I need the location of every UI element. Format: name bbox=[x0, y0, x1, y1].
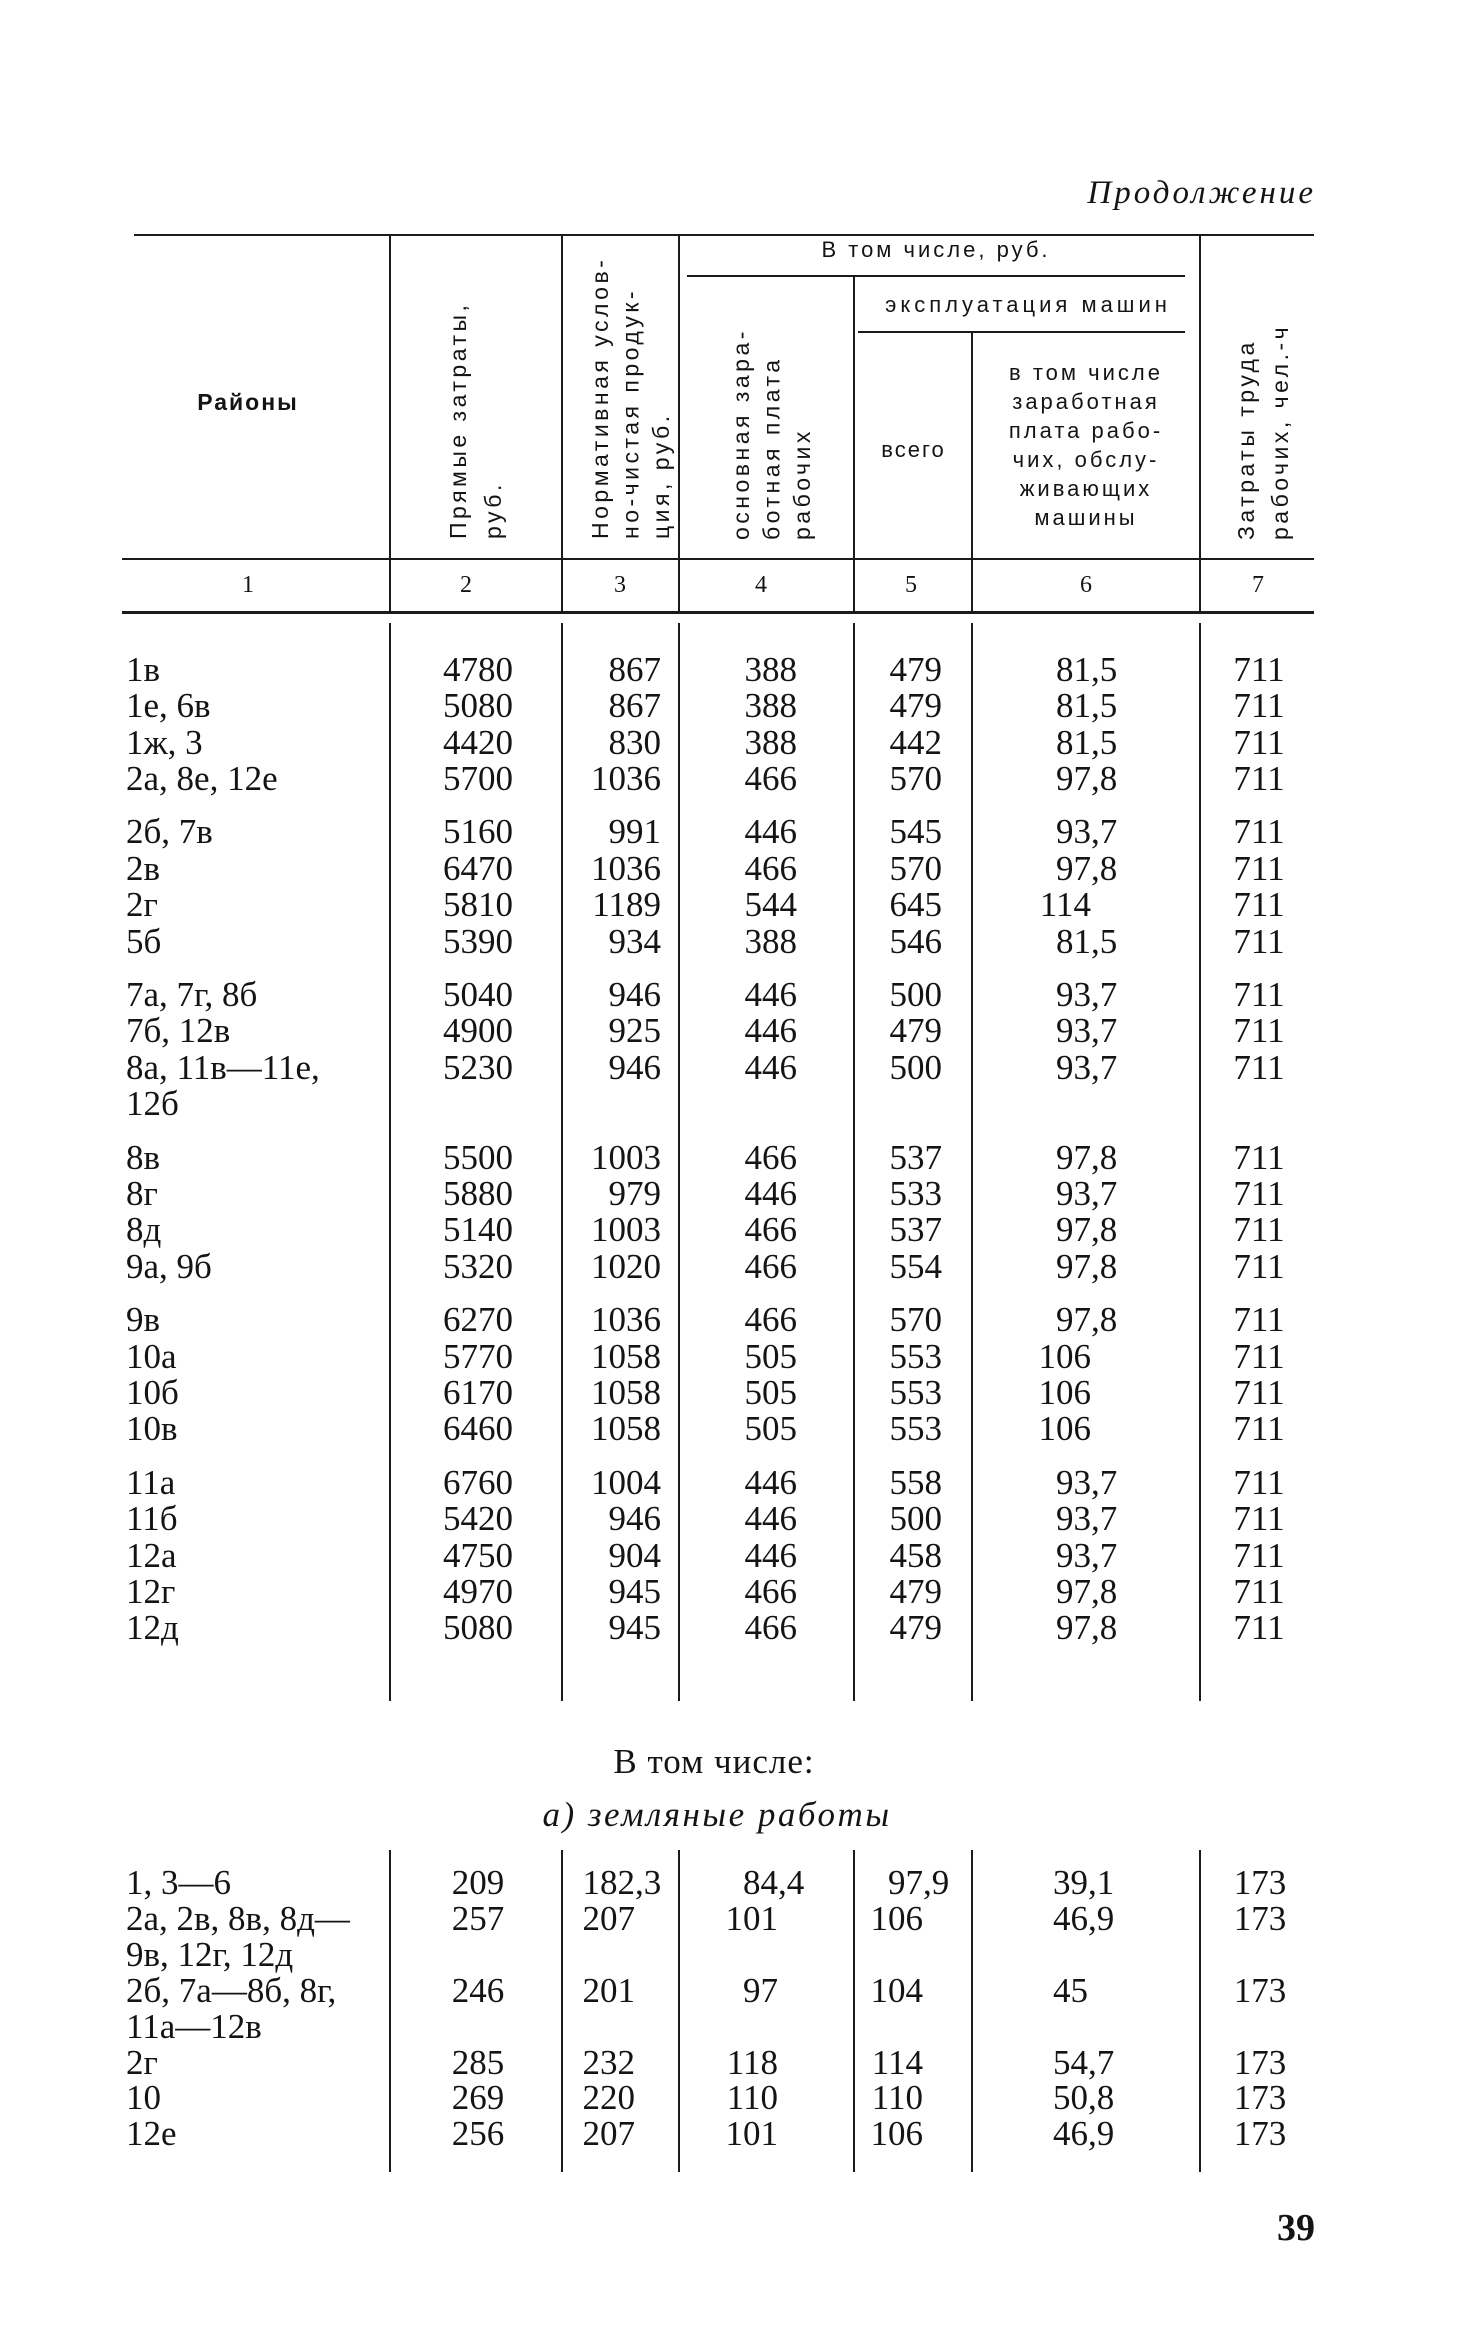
table-row bbox=[0, 1302, 1458, 1338]
direct-costs-cell: 4780 bbox=[443, 649, 513, 689]
base-wages-cell: 101 bbox=[725, 1898, 778, 1938]
table-row bbox=[0, 814, 1458, 850]
net-output-cell: 946 bbox=[608, 1499, 661, 1539]
column-number: 5 bbox=[905, 572, 917, 598]
base-wages-cell: 97 bbox=[743, 1970, 778, 2010]
earthwork-row bbox=[0, 2116, 1458, 2152]
table-row bbox=[0, 688, 1458, 724]
base-wages-cell: 466 bbox=[744, 759, 797, 798]
labor-hours-cell: 711 bbox=[1233, 1409, 1285, 1449]
base-wages-cell: 505 bbox=[744, 1409, 797, 1449]
base-wages-cell: 84,4 bbox=[743, 1863, 805, 1903]
machine-wages-cell: 97,8 bbox=[1056, 1246, 1118, 1286]
labor-hours-cell: 711 bbox=[1233, 812, 1285, 852]
header-including-group: В том числе, руб. bbox=[821, 237, 1051, 262]
header-line: Затраты труда bbox=[1233, 339, 1259, 540]
base-wages-cell: 446 bbox=[744, 812, 797, 852]
base-wages-cell: 118 bbox=[726, 2042, 778, 2082]
base-wages-cell: 388 bbox=[744, 921, 797, 961]
net-output-cell: 232 bbox=[582, 2042, 635, 2082]
labor-hours-cell: 173 bbox=[1233, 1863, 1287, 1903]
direct-costs-cell: 5040 bbox=[443, 975, 513, 1014]
machine-wages-cell: 93,7 bbox=[1056, 812, 1118, 852]
header-direct-costs bbox=[441, 239, 511, 539]
labor-hours-cell: 711 bbox=[1233, 1210, 1285, 1250]
machine-wages-cell: 97,8 bbox=[1056, 759, 1118, 798]
machine-wages-cell: 97,8 bbox=[1056, 1300, 1118, 1340]
header-line: Прямые затраты, bbox=[445, 301, 471, 539]
base-wages-cell: 466 bbox=[744, 1137, 797, 1177]
earthwork-row bbox=[0, 1898, 1458, 1974]
labor-hours-cell: 711 bbox=[1233, 1137, 1285, 1177]
table-row bbox=[0, 1047, 1458, 1124]
table-row bbox=[0, 1535, 1458, 1575]
column-divider bbox=[389, 235, 391, 612]
table-row bbox=[0, 887, 1458, 923]
machine-total-cell: 479 bbox=[889, 1608, 942, 1648]
header-line: плата рабо- bbox=[1008, 418, 1164, 443]
earthwork-row bbox=[0, 2080, 1458, 2116]
header-line: рабочих, чел.-ч bbox=[1267, 323, 1293, 540]
machine-total-cell: 106 bbox=[870, 2114, 923, 2154]
machine-total-cell: 110 bbox=[871, 2078, 923, 2118]
labor-hours-cell: 711 bbox=[1233, 848, 1285, 888]
machine-total-cell: 645 bbox=[889, 885, 942, 925]
region-cell: 9в bbox=[126, 1300, 161, 1340]
labor-hours-cell: 711 bbox=[1233, 1300, 1285, 1340]
machine-wages-cell: 97,8 bbox=[1056, 1572, 1118, 1611]
labor-hours-cell: 711 bbox=[1233, 975, 1285, 1014]
machine-total-cell: 479 bbox=[889, 686, 942, 726]
direct-costs-cell: 4970 bbox=[443, 1572, 513, 1611]
labor-hours-cell: 711 bbox=[1233, 1373, 1285, 1412]
header-regions: Районы bbox=[197, 389, 299, 415]
net-output-cell: 867 bbox=[608, 686, 661, 726]
header-bottom-rule bbox=[122, 558, 1314, 560]
machine-wages-cell: 81,5 bbox=[1056, 921, 1118, 961]
column-number: 6 bbox=[1080, 572, 1092, 598]
machine-total-cell: 537 bbox=[889, 1137, 942, 1177]
region-cell: 2б, 7а—8б, 8г, 11а—12в bbox=[126, 1970, 337, 2046]
region-cell: 1, 3—6 bbox=[126, 1863, 231, 1903]
net-output-cell: 220 bbox=[582, 2078, 635, 2118]
machine-wages-cell: 93,7 bbox=[1056, 975, 1118, 1014]
header-line: рабочих bbox=[789, 428, 815, 540]
net-output-cell: 925 bbox=[608, 1011, 661, 1051]
direct-costs-cell: 256 bbox=[451, 2114, 505, 2154]
machine-wages-cell: 93,7 bbox=[1056, 1499, 1118, 1539]
base-wages-cell: 388 bbox=[744, 722, 797, 762]
header-line: живающих bbox=[1019, 476, 1153, 501]
direct-costs-cell: 5810 bbox=[443, 885, 513, 925]
machine-total-cell: 114 bbox=[871, 2042, 923, 2082]
table-row bbox=[0, 1336, 1458, 1376]
header-net-output bbox=[585, 239, 677, 539]
net-output-cell: 867 bbox=[608, 649, 661, 689]
net-output-cell: 1003 bbox=[591, 1210, 661, 1250]
machine-total-cell: 545 bbox=[889, 812, 942, 852]
column-divider bbox=[678, 235, 680, 612]
labor-hours-cell: 711 bbox=[1233, 1246, 1285, 1286]
table-row bbox=[0, 1246, 1458, 1286]
header-line: ция, руб. bbox=[648, 412, 674, 539]
base-wages-cell: 101 bbox=[725, 2114, 778, 2154]
net-output-cell: 1003 bbox=[591, 1137, 661, 1177]
region-cell: 8д bbox=[126, 1210, 162, 1250]
region-cell: 5б bbox=[126, 921, 162, 961]
region-cell: 7а, 7г, 8б bbox=[126, 975, 258, 1014]
region-cell: 2г bbox=[126, 2042, 158, 2082]
region-cell: 1е, 6в bbox=[126, 686, 211, 726]
header-machine-total: всего bbox=[881, 437, 946, 462]
net-output-cell: 991 bbox=[608, 812, 661, 852]
base-wages-cell: 505 bbox=[744, 1373, 797, 1412]
header-line: чих, обслу- bbox=[1012, 447, 1160, 472]
column-number: 3 bbox=[614, 572, 626, 598]
machine-wages-cell: 45 bbox=[1053, 1970, 1088, 2010]
region-cell: 10а bbox=[126, 1336, 177, 1376]
net-output-cell: 979 bbox=[608, 1174, 661, 1213]
labor-hours-cell: 711 bbox=[1233, 1047, 1285, 1087]
direct-costs-cell: 5140 bbox=[443, 1210, 513, 1250]
table-row bbox=[0, 1137, 1458, 1177]
region-cell: 12е bbox=[126, 2114, 177, 2154]
machine-wages-cell: 97,8 bbox=[1056, 848, 1118, 888]
labor-hours-cell: 711 bbox=[1233, 1572, 1285, 1611]
labor-hours-cell: 173 bbox=[1233, 2078, 1287, 2118]
labor-hours-cell: 173 bbox=[1233, 2042, 1287, 2082]
machine-total-cell: 553 bbox=[889, 1336, 942, 1376]
machine-total-cell: 97,9 bbox=[888, 1863, 950, 1903]
machine-wages-cell: 114 bbox=[1039, 885, 1091, 925]
labor-hours-cell: 711 bbox=[1233, 1336, 1285, 1376]
table-row bbox=[0, 722, 1458, 762]
base-wages-cell: 446 bbox=[744, 1499, 797, 1539]
machine-total-cell: 533 bbox=[889, 1174, 942, 1213]
direct-costs-cell: 4750 bbox=[443, 1535, 513, 1575]
net-output-cell: 1058 bbox=[591, 1373, 661, 1412]
header-line: заработная bbox=[1012, 389, 1160, 414]
machine-total-cell: 106 bbox=[870, 1898, 923, 1938]
header-machine-wages bbox=[975, 358, 1197, 532]
machine-total-cell: 570 bbox=[889, 1300, 942, 1340]
machine-wages-cell: 97,8 bbox=[1056, 1608, 1118, 1648]
direct-costs-cell: 5390 bbox=[443, 921, 513, 961]
labor-hours-cell: 711 bbox=[1233, 1011, 1285, 1051]
region-cell: 2в bbox=[126, 848, 161, 888]
table-row bbox=[0, 1013, 1458, 1049]
machine-wages-cell: 93,7 bbox=[1056, 1174, 1118, 1213]
labor-hours-cell: 711 bbox=[1233, 1535, 1285, 1575]
machine-wages-cell: 106 bbox=[1038, 1336, 1091, 1376]
base-wages-cell: 505 bbox=[744, 1336, 797, 1376]
region-cell: 10б bbox=[126, 1373, 179, 1412]
machine-wages-cell: 81,5 bbox=[1056, 722, 1118, 762]
page-number: 39 bbox=[1277, 2207, 1315, 2249]
header-line: ботная плата bbox=[758, 356, 785, 540]
subheading: В том числе: bbox=[613, 1742, 815, 1781]
labor-hours-cell: 711 bbox=[1233, 759, 1285, 798]
region-cell: 8г bbox=[126, 1174, 158, 1213]
region-cell: 2а, 2в, 8в, 8д— 9в, 12г, 12д bbox=[126, 1898, 350, 1974]
header-line: Нормативная услов- bbox=[587, 256, 613, 539]
machine-total-cell: 500 bbox=[889, 1047, 942, 1087]
machine-wages-cell: 81,5 bbox=[1056, 649, 1118, 689]
earthwork-row bbox=[0, 2042, 1458, 2082]
direct-costs-cell: 209 bbox=[451, 1863, 505, 1903]
labor-hours-cell: 711 bbox=[1233, 1608, 1285, 1648]
region-cell: 11б bbox=[126, 1499, 178, 1539]
direct-costs-cell: 5770 bbox=[443, 1336, 513, 1376]
direct-costs-cell: 5500 bbox=[443, 1137, 513, 1177]
direct-costs-cell: 5160 bbox=[443, 812, 513, 852]
machine-total-cell: 546 bbox=[889, 921, 942, 961]
region-cell: 9а, 9б bbox=[126, 1246, 212, 1286]
base-wages-cell: 466 bbox=[744, 1210, 797, 1250]
header-line: в том числе bbox=[1009, 360, 1163, 385]
net-output-cell: 945 bbox=[608, 1572, 661, 1611]
header-line: но-чистая продук- bbox=[617, 287, 644, 539]
column-number: 4 bbox=[755, 572, 767, 598]
labor-hours-cell: 711 bbox=[1233, 1499, 1285, 1539]
machine-wages-cell: 93,7 bbox=[1056, 1011, 1118, 1051]
base-wages-cell: 446 bbox=[744, 1047, 797, 1087]
base-wages-cell: 466 bbox=[744, 1246, 797, 1286]
labor-hours-cell: 711 bbox=[1233, 722, 1285, 762]
machine-total-cell: 442 bbox=[889, 722, 942, 762]
net-output-cell: 182,3 bbox=[582, 1863, 662, 1903]
net-output-cell: 1020 bbox=[591, 1246, 661, 1286]
header-machine-group: эксплуатация машин bbox=[885, 292, 1171, 317]
direct-costs-cell: 5880 bbox=[443, 1174, 513, 1213]
base-wages-cell: 466 bbox=[744, 848, 797, 888]
machine-wages-cell: 81,5 bbox=[1056, 686, 1118, 726]
net-output-cell: 946 bbox=[608, 975, 661, 1014]
net-output-cell: 1058 bbox=[591, 1336, 661, 1376]
table-row bbox=[0, 1462, 1458, 1502]
machine-total-cell: 558 bbox=[889, 1462, 942, 1502]
header-base-wages bbox=[726, 290, 818, 540]
column-numbers-rule bbox=[122, 611, 1314, 614]
direct-costs-cell: 4420 bbox=[443, 722, 513, 762]
base-wages-cell: 466 bbox=[744, 1608, 797, 1648]
table-row bbox=[0, 977, 1458, 1013]
machine-wages-cell: 46,9 bbox=[1053, 1898, 1115, 1938]
machine-total-cell: 500 bbox=[889, 1499, 942, 1539]
table-row bbox=[0, 848, 1458, 888]
continuation-label: Продолжение bbox=[1087, 175, 1316, 211]
section-title: а) земляные работы bbox=[542, 1795, 892, 1834]
table-row bbox=[0, 1176, 1458, 1212]
region-cell: 8а, 11в—11е, 12б bbox=[126, 1047, 320, 1124]
region-cell: 11а bbox=[126, 1462, 176, 1502]
net-output-cell: 946 bbox=[608, 1047, 661, 1087]
machine-wages-cell: 54,7 bbox=[1053, 2042, 1115, 2082]
region-cell: 12д bbox=[126, 1608, 179, 1648]
machine-wages-cell: 50,8 bbox=[1053, 2078, 1115, 2118]
net-output-cell: 904 bbox=[608, 1535, 661, 1575]
machine-total-cell: 553 bbox=[889, 1373, 942, 1412]
net-output-cell: 1036 bbox=[591, 1300, 661, 1340]
direct-costs-cell: 6170 bbox=[443, 1373, 513, 1412]
base-wages-cell: 446 bbox=[744, 1011, 797, 1051]
machine-wages-cell: 97,8 bbox=[1056, 1210, 1118, 1250]
including-group-rule bbox=[687, 275, 1185, 277]
table-row bbox=[0, 649, 1458, 689]
net-output-cell: 207 bbox=[582, 1898, 635, 1938]
net-output-cell: 1004 bbox=[591, 1462, 661, 1502]
direct-costs-cell: 246 bbox=[451, 1970, 505, 2010]
direct-costs-cell: 285 bbox=[451, 2042, 505, 2082]
column-divider bbox=[561, 235, 563, 612]
machine-wages-cell: 93,7 bbox=[1056, 1535, 1118, 1575]
machine-wages-cell: 106 bbox=[1038, 1409, 1091, 1449]
direct-costs-cell: 6270 bbox=[443, 1300, 513, 1340]
region-cell: 12г bbox=[126, 1572, 176, 1611]
machine-total-cell: 479 bbox=[889, 1011, 942, 1051]
net-output-cell: 830 bbox=[608, 722, 661, 762]
machine-total-cell: 479 bbox=[889, 649, 942, 689]
direct-costs-cell: 6460 bbox=[443, 1409, 513, 1449]
machine-group-rule bbox=[858, 331, 1185, 333]
table-row bbox=[0, 1501, 1458, 1537]
table-row bbox=[0, 1574, 1458, 1610]
machine-wages-cell: 46,9 bbox=[1053, 2114, 1115, 2154]
header-labor-hours bbox=[1229, 265, 1297, 540]
region-cell: 12а bbox=[126, 1535, 177, 1575]
region-cell: 2б, 7в bbox=[126, 812, 213, 852]
base-wages-cell: 446 bbox=[744, 975, 797, 1014]
machine-total-cell: 554 bbox=[889, 1246, 942, 1286]
column-divider bbox=[853, 276, 855, 612]
net-output-cell: 934 bbox=[608, 921, 661, 961]
machine-wages-cell: 97,8 bbox=[1056, 1137, 1118, 1177]
region-cell: 10в bbox=[126, 1409, 178, 1449]
column-divider bbox=[971, 332, 973, 612]
direct-costs-cell: 6760 bbox=[443, 1462, 513, 1502]
region-cell: 1в bbox=[126, 649, 161, 689]
base-wages-cell: 388 bbox=[744, 686, 797, 726]
labor-hours-cell: 711 bbox=[1233, 921, 1285, 961]
table-row bbox=[0, 1375, 1458, 1411]
earthwork-row bbox=[0, 1865, 1458, 1901]
direct-costs-cell: 4900 bbox=[443, 1011, 513, 1051]
base-wages-cell: 446 bbox=[744, 1174, 797, 1213]
column-number: 7 bbox=[1252, 572, 1264, 598]
direct-costs-cell: 5700 bbox=[443, 759, 513, 798]
base-wages-cell: 446 bbox=[744, 1535, 797, 1575]
machine-total-cell: 104 bbox=[870, 1970, 923, 2010]
table-row bbox=[0, 921, 1458, 961]
direct-costs-cell: 269 bbox=[451, 2078, 505, 2118]
labor-hours-cell: 711 bbox=[1233, 686, 1285, 726]
labor-hours-cell: 173 bbox=[1233, 1898, 1287, 1938]
net-output-cell: 207 bbox=[582, 2114, 635, 2154]
net-output-cell: 1036 bbox=[591, 848, 661, 888]
machine-total-cell: 458 bbox=[889, 1535, 942, 1575]
base-wages-cell: 466 bbox=[744, 1300, 797, 1340]
column-number: 2 bbox=[460, 572, 472, 598]
machine-wages-cell: 39,1 bbox=[1053, 1863, 1115, 1903]
machine-total-cell: 570 bbox=[889, 848, 942, 888]
machine-wages-cell: 106 bbox=[1038, 1373, 1091, 1412]
labor-hours-cell: 173 bbox=[1233, 1970, 1287, 2010]
labor-hours-cell: 711 bbox=[1233, 1462, 1285, 1502]
column-number: 1 bbox=[242, 572, 254, 598]
region-cell: 7б, 12в bbox=[126, 1011, 231, 1051]
net-output-cell: 1036 bbox=[591, 759, 661, 798]
direct-costs-cell: 5080 bbox=[443, 1608, 513, 1648]
table-row bbox=[0, 1212, 1458, 1248]
net-output-cell: 1189 bbox=[592, 885, 661, 925]
region-cell: 2г bbox=[126, 885, 158, 925]
header-line: машины bbox=[1034, 505, 1138, 530]
machine-total-cell: 479 bbox=[889, 1572, 942, 1611]
earthwork-row bbox=[0, 1970, 1458, 2046]
header-line: основная зара- bbox=[728, 328, 754, 540]
labor-hours-cell: 711 bbox=[1233, 885, 1285, 925]
table-row bbox=[0, 761, 1458, 797]
direct-costs-cell: 257 bbox=[451, 1898, 505, 1938]
header-line: руб. bbox=[480, 481, 506, 539]
net-output-cell: 1058 bbox=[591, 1409, 661, 1449]
region-cell: 10 bbox=[126, 2078, 161, 2118]
region-cell: 2а, 8е, 12е bbox=[126, 759, 278, 798]
direct-costs-cell: 5080 bbox=[443, 686, 513, 726]
direct-costs-cell: 5420 bbox=[443, 1499, 513, 1539]
machine-wages-cell: 93,7 bbox=[1056, 1462, 1118, 1502]
table-row bbox=[0, 1610, 1458, 1646]
region-cell: 1ж, 3 bbox=[126, 722, 203, 762]
region-cell: 8в bbox=[126, 1137, 161, 1177]
direct-costs-cell: 5230 bbox=[443, 1047, 513, 1087]
base-wages-cell: 446 bbox=[744, 1462, 797, 1502]
machine-total-cell: 500 bbox=[889, 975, 942, 1014]
machine-total-cell: 570 bbox=[889, 759, 942, 798]
labor-hours-cell: 173 bbox=[1233, 2114, 1287, 2154]
machine-total-cell: 553 bbox=[889, 1409, 942, 1449]
base-wages-cell: 388 bbox=[744, 649, 797, 689]
base-wages-cell: 544 bbox=[744, 885, 797, 925]
base-wages-cell: 110 bbox=[726, 2078, 778, 2118]
machine-wages-cell: 93,7 bbox=[1056, 1047, 1118, 1087]
direct-costs-cell: 5320 bbox=[443, 1246, 513, 1286]
labor-hours-cell: 711 bbox=[1233, 1174, 1285, 1213]
base-wages-cell: 466 bbox=[744, 1572, 797, 1611]
table-row bbox=[0, 1411, 1458, 1447]
machine-total-cell: 537 bbox=[889, 1210, 942, 1250]
direct-costs-cell: 6470 bbox=[443, 848, 513, 888]
labor-hours-cell: 711 bbox=[1233, 649, 1285, 689]
net-output-cell: 201 bbox=[582, 1970, 635, 2010]
net-output-cell: 945 bbox=[608, 1608, 661, 1648]
